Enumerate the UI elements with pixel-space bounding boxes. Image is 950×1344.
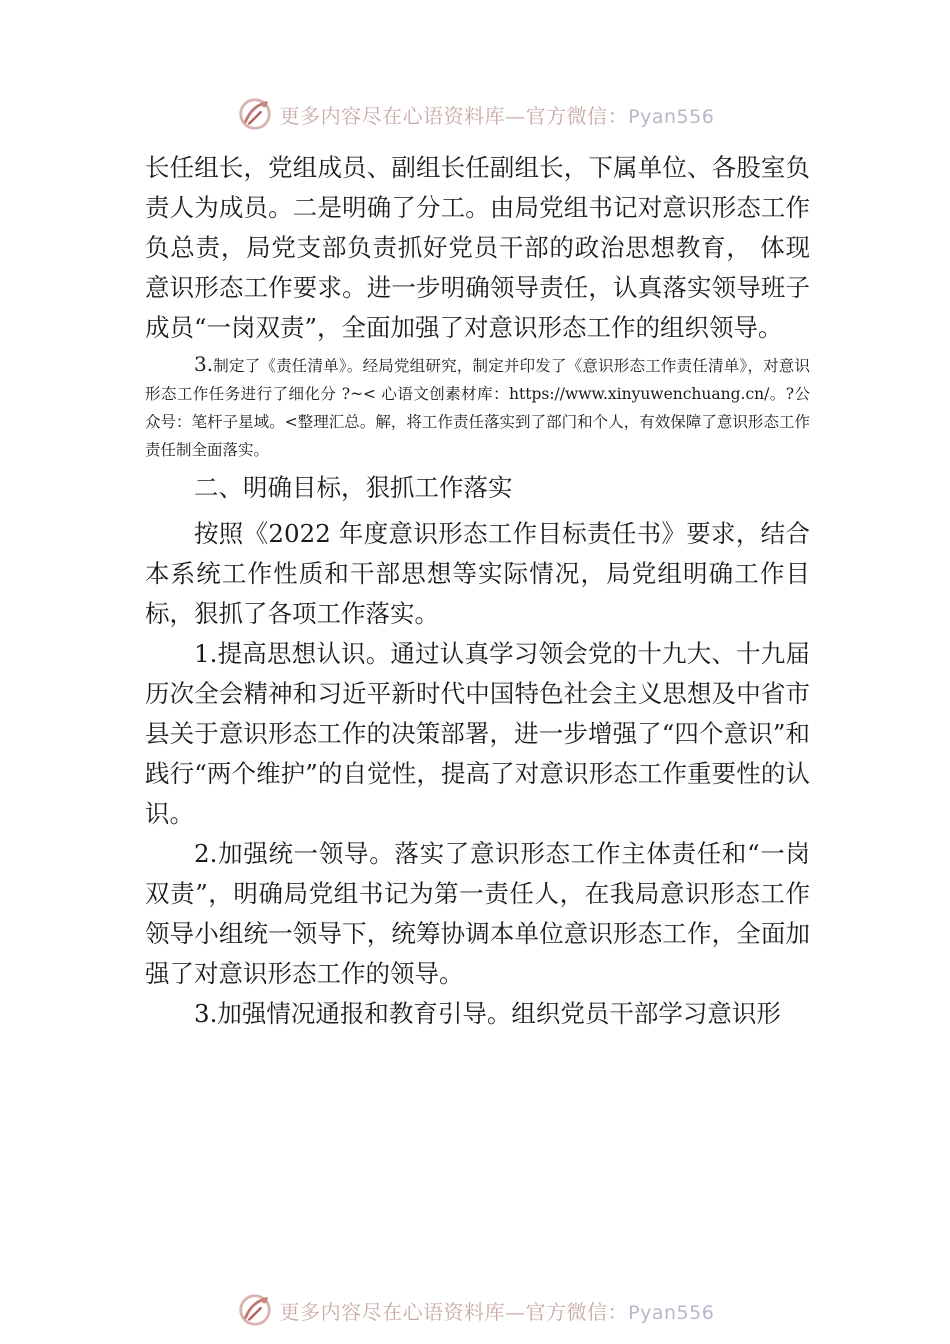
paragraph-5: 2.加强统一领导。落实了意识形态工作主体责任和“一岗双责”，明确局党组书记为第一责任人，在我局意识形态工作领导小组统一领导下，统筹协调本单位意识形态工作，全面加强了对意识形态工作的领导。 (145, 839, 810, 988)
watermark-text-en: Pyan556 (628, 105, 715, 128)
paragraph-2-text: 制定了《责任清单》。经局党组研究，制定并印发了《意识形态工作责任清单》，对意识形态工作任务进行了细化分 ?~< 心语文创素材库：https://www.xinyuwenchuang.cn/。?公众号：笔杆子星域。<整理汇总。解，将工作责任落实到了部门和个人，有效保障了意识形态工作责任制全面落实。 (145, 357, 810, 459)
watermark-text-cn: 更多内容尽在心语资料库—官方微信： (279, 103, 629, 128)
paragraph-4: 1.提高思想认识。通过认真学习领会党的十九大、十九届历次全会精神和习近平新时代中国特色社会主义思想及中省市县关于意识形态工作的决策部署，进一步增强了“四个意识”和践行“两个维护”的自觉性，提高了对意识形态工作重要性的认识。 (145, 639, 810, 828)
seal-logo-icon (236, 95, 274, 133)
footer-watermark (0, 1290, 950, 1330)
paragraph-6: 3.加强情况通报和教育引导。组织党员干部学习意识形 (194, 999, 781, 1028)
seal-logo-icon (236, 1291, 274, 1329)
watermark-text-en: Pyan556 (628, 1301, 715, 1324)
watermark-text-cn: 更多内容尽在心语资料库—官方微信： (279, 1299, 629, 1324)
paragraph-1: 长任组长，党组成员、副组长任副组长，下属单位、各股室负责人为成员。二是明确了分工。由局党组书记对意识形态工作负总责，局党支部负责抓好党员干部的政治思想教育， 体现意识形态工作要求。进一步明确领导责任，认真落实领导班子成员“一岗双责”，全面加强了对意识形态工作的组织领导。 (145, 153, 810, 342)
watermark-text (280, 100, 715, 129)
paragraph-3: 按照《2022 年度意识形态工作目标责任书》要求，结合本系统工作性质和干部思想等实际情况，局党组明确工作目标，狠抓了各项工作落实。 (145, 519, 810, 628)
header-watermark (0, 94, 950, 134)
document-body (145, 148, 810, 1034)
section-heading-2: 二、明确目标，狠抓工作落实 (194, 473, 513, 502)
watermark-text (280, 1296, 715, 1325)
paragraph-2 (145, 350, 810, 464)
paragraph-2-lead: 3. (194, 352, 214, 376)
